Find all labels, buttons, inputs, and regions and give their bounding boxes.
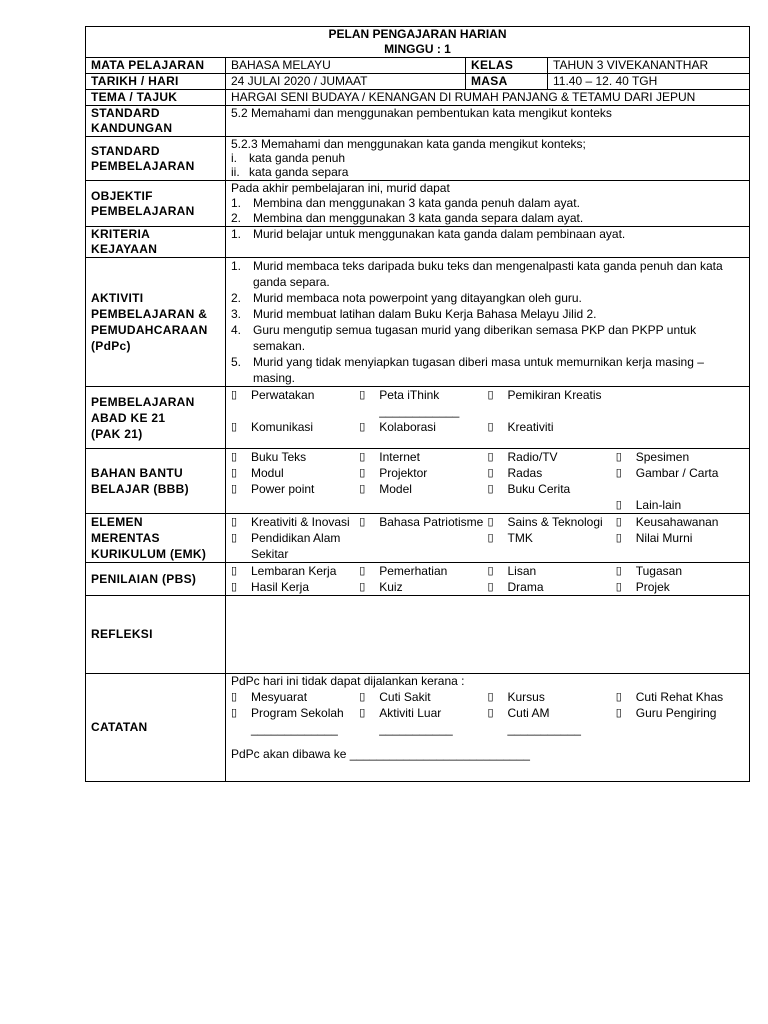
checkbox-label: Drama (507, 580, 544, 594)
activities-list (231, 258, 744, 386)
checkbox-option[interactable] (616, 530, 744, 562)
list-number: 1. (231, 196, 242, 210)
week-number: MINGGU : 1 (384, 42, 451, 56)
checkbox-option[interactable] (359, 705, 487, 737)
checkbox-grid (231, 689, 744, 737)
checkbox-option (359, 530, 487, 562)
checkbox-icon[interactable]: ▯ (231, 691, 238, 703)
bbb-options (226, 449, 750, 514)
checkbox-icon[interactable]: ▯ (487, 565, 494, 577)
checkbox-icon[interactable]: ▯ (615, 691, 622, 703)
checkbox-label: Kolaborasi (379, 420, 436, 434)
checkbox-icon[interactable]: ▯ (359, 565, 366, 577)
time-value: 11.40 – 12. 40 TGH (548, 74, 750, 90)
checkbox-option[interactable] (616, 465, 744, 481)
list-text: kata ganda penuh (249, 151, 346, 165)
checkbox-option[interactable] (616, 563, 744, 579)
activities-label-line: PEMBELAJARAN & (91, 307, 208, 321)
checkbox-option[interactable] (359, 465, 487, 481)
checkbox-icon[interactable]: ▯ (615, 707, 622, 719)
checkbox-icon[interactable]: ▯ (231, 389, 238, 401)
checkbox-icon[interactable]: ▯ (231, 532, 238, 544)
learning-standard-intro: 5.2.3 Memahami dan menggunakan kata ganda mengikut konteks; (231, 137, 586, 151)
checkbox-option[interactable] (231, 387, 359, 419)
list-item (231, 322, 744, 354)
emk-label-line: MERENTAS (91, 531, 160, 545)
checkbox-label: Cuti Rehat Khas (635, 690, 724, 704)
criteria-list (231, 227, 744, 242)
checkbox-icon[interactable]: ▯ (487, 467, 494, 479)
checkbox-icon[interactable]: ▯ (487, 691, 494, 703)
checkbox-label: Sains & Teknologi (507, 515, 603, 529)
checkbox-label: Kreativiti (507, 420, 554, 434)
checkbox-label: Keusahawanan (635, 515, 719, 529)
checkbox-icon[interactable]: ▯ (359, 451, 366, 463)
content-standard-label (86, 106, 226, 137)
checkbox-label: Lembaran Kerja (251, 564, 337, 578)
criteria-value (226, 227, 750, 258)
checkbox-label: Pendidikan Alam Sekitar (251, 531, 341, 561)
bbb-label-line: BAHAN BANTU (91, 466, 183, 480)
checkbox-label: Pemerhatian (379, 564, 448, 578)
criteria-label (86, 227, 226, 258)
checkbox-label: Buku Teks (251, 450, 307, 464)
objectives-list (231, 196, 744, 226)
checkbox-option[interactable] (488, 579, 616, 595)
checkbox-option[interactable] (231, 563, 359, 579)
checkbox-option[interactable] (359, 514, 487, 530)
checkbox-icon[interactable]: ▯ (487, 532, 494, 544)
checkbox-icon[interactable]: ▯ (487, 483, 494, 495)
checkbox-option[interactable] (231, 579, 359, 595)
checkbox-option[interactable] (488, 419, 616, 435)
checkbox-label: Guru Pengiring (635, 706, 717, 720)
date-label: TARIKH / HARI (86, 74, 226, 90)
content-standard-label-line: KANDUNGAN (91, 121, 173, 135)
checkbox-option[interactable] (231, 419, 359, 435)
date-value: 24 JULAI 2020 / JUMAAT (226, 74, 466, 90)
checkbox-option[interactable] (231, 514, 359, 530)
checkbox-icon[interactable]: ▯ (615, 516, 622, 528)
checkbox-option (488, 497, 616, 513)
checkbox-label: Komunikasi (251, 420, 314, 434)
activities-label-line: PEMUDAHCARAAN (91, 323, 208, 337)
checkbox-option[interactable] (231, 530, 359, 562)
list-number: 1. (231, 227, 242, 241)
checkbox-icon[interactable]: ▯ (359, 421, 366, 433)
objectives-label-line: OBJEKTIF (91, 188, 153, 203)
checkbox-label: Power point (251, 482, 315, 496)
list-text: Membina dan menggunakan 3 kata ganda separa dalam ayat. (253, 211, 584, 225)
list-item (231, 165, 744, 179)
class-value: TAHUN 3 VIVEKANANTHAR (548, 58, 750, 74)
checkbox-label: Kuiz (379, 580, 403, 594)
checkbox-option[interactable] (231, 689, 359, 705)
bbb-label-line: BELAJAR (BBB) (91, 482, 189, 496)
checkbox-option[interactable] (488, 530, 616, 562)
checkbox-option[interactable] (488, 387, 616, 419)
checkbox-icon[interactable]: ▯ (359, 467, 366, 479)
pak21-label-line: ABAD KE 21 (91, 410, 166, 425)
learning-standard-label (86, 137, 226, 181)
checkbox-label: Radas (507, 466, 543, 480)
checkbox-label: Cuti AM ___________ (507, 706, 581, 736)
notes-intro: PdPc hari ini tidak dapat dijalankan kerana : (231, 674, 465, 688)
checkbox-icon[interactable]: ▯ (231, 516, 238, 528)
checkbox-option[interactable] (616, 689, 744, 705)
checkbox-option[interactable] (616, 514, 744, 530)
subject-value: BAHASA MELAYU (226, 58, 466, 74)
list-number: 1. (231, 259, 242, 273)
emk-label (86, 514, 226, 563)
list-number: 2. (231, 291, 242, 305)
checkbox-option[interactable] (359, 579, 487, 595)
list-number: 3. (231, 307, 242, 321)
checkbox-icon[interactable]: ▯ (231, 581, 238, 593)
time-label: MASA (466, 74, 548, 90)
checkbox-label: Kreativiti & Inovasi (251, 515, 350, 529)
checkbox-icon[interactable]: ▯ (231, 707, 238, 719)
checkbox-icon[interactable]: ▯ (487, 516, 494, 528)
checkbox-option[interactable] (231, 481, 359, 497)
checkbox-icon[interactable]: ▯ (359, 707, 366, 719)
checkbox-label: Projektor (379, 466, 428, 480)
checkbox-grid (231, 387, 744, 435)
plan-header (86, 27, 750, 58)
reflection-label: REFLEKSI (86, 596, 226, 674)
activities-value (226, 258, 750, 387)
checkbox-option[interactable] (231, 449, 359, 465)
list-number: 4. (231, 323, 242, 337)
checkbox-icon[interactable]: ▯ (615, 581, 622, 593)
checkbox-option[interactable] (359, 419, 487, 435)
checkbox-option (616, 387, 744, 419)
checkbox-label: Lisan (507, 564, 537, 578)
checkbox-label: Program Sekolah _____________ (251, 706, 344, 736)
plan-title: PELAN PENGAJARAN HARIAN (328, 27, 507, 41)
list-number: i. (231, 151, 237, 165)
emk-label-line: KURIKULUM (EMK) (91, 547, 207, 561)
checkbox-icon[interactable]: ▯ (615, 499, 622, 511)
checkbox-icon[interactable]: ▯ (231, 565, 238, 577)
checkbox-grid (231, 514, 744, 562)
checkbox-label: Cuti Sakit (379, 690, 431, 704)
checkbox-label: Perwatakan (251, 388, 315, 402)
content-standard-value: 5.2 Memahami dan menggunakan pembentukan kata mengikut konteks (226, 106, 750, 137)
checkbox-icon[interactable]: ▯ (359, 581, 366, 593)
checkbox-icon[interactable]: ▯ (359, 691, 366, 703)
class-label: KELAS (466, 58, 548, 74)
checkbox-label: Spesimen (635, 450, 690, 464)
list-text: Murid belajar untuk menggunakan kata ganda dalam pembinaan ayat. (253, 227, 626, 241)
activities-label-line: AKTIVITI (91, 291, 144, 305)
list-text: kata ganda separa (249, 165, 349, 179)
list-text: Murid membuat latihan dalam Buku Kerja Bahasa Melayu Jilid 2. (253, 307, 597, 321)
objectives-intro: Pada akhir pembelajaran ini, murid dapat (231, 181, 450, 195)
checkbox-icon[interactable]: ▯ (231, 421, 238, 433)
checkbox-option (231, 497, 359, 513)
checkbox-label: Kursus (507, 690, 545, 704)
list-text: Murid yang tidak menyiapkan tugasan diberi masa untuk memurnikan kerja masing – masing. (253, 355, 704, 385)
list-item (231, 354, 744, 386)
list-item (231, 151, 744, 165)
list-number: 2. (231, 211, 242, 225)
pbs-options (226, 563, 750, 596)
checkbox-icon[interactable]: ▯ (487, 421, 494, 433)
checkbox-label: Hasil Kerja (251, 580, 310, 594)
checkbox-option[interactable] (231, 705, 359, 737)
checkbox-option[interactable] (488, 563, 616, 579)
checkbox-label: Model (379, 482, 412, 496)
objectives-label (86, 181, 226, 227)
list-item (231, 290, 744, 306)
checkbox-option[interactable] (359, 387, 487, 419)
checkbox-label: TMK (507, 531, 533, 545)
checkbox-icon[interactable]: ▯ (231, 451, 238, 463)
lesson-plan-table (85, 26, 750, 782)
emk-label-line: ELEMEN (91, 515, 143, 529)
theme-value: HARGAI SENI BUDAYA / KENANGAN DI RUMAH PANJANG & TETAMU DARI JEPUN (226, 90, 750, 106)
checkbox-option[interactable] (488, 705, 616, 737)
checkbox-label: Buku Cerita (507, 482, 571, 496)
checkbox-icon[interactable]: ▯ (359, 516, 366, 528)
criteria-label-line: KEJAYAAN (91, 242, 158, 256)
notes-value (226, 674, 750, 782)
subject-label: MATA PELAJARAN (86, 58, 226, 74)
list-item (231, 211, 744, 226)
checkbox-label: Modul (251, 466, 284, 480)
notes-label: CATATAN (86, 674, 226, 782)
notes-moved-to: PdPc akan dibawa ke ___________________________ (231, 747, 530, 761)
checkbox-icon[interactable]: ▯ (615, 532, 622, 544)
learning-standard-label-line: PEMBELAJARAN (91, 158, 195, 173)
theme-label: TEMA / TAJUK (86, 90, 226, 106)
checkbox-icon[interactable]: ▯ (615, 451, 622, 463)
checkbox-icon[interactable]: ▯ (487, 581, 494, 593)
checkbox-icon[interactable]: ▯ (487, 451, 494, 463)
checkbox-label: Radio/TV (507, 450, 558, 464)
checkbox-label: Peta iThink ____________ (379, 388, 460, 418)
checkbox-icon[interactable]: ▯ (231, 467, 238, 479)
objectives-label-line: PEMBELAJARAN (91, 203, 195, 218)
checkbox-option[interactable] (231, 465, 359, 481)
pbs-label: PENILAIAN (PBS) (86, 563, 226, 596)
checkbox-icon[interactable]: ▯ (615, 467, 622, 479)
checkbox-icon[interactable]: ▯ (487, 707, 494, 719)
checkbox-option[interactable] (359, 481, 487, 497)
pak21-label (86, 387, 226, 449)
pak21-options (226, 387, 750, 449)
checkbox-icon[interactable]: ▯ (487, 389, 494, 401)
list-item (231, 227, 744, 242)
checkbox-option[interactable] (488, 481, 616, 497)
checkbox-label: Internet (379, 450, 420, 464)
checkbox-option (616, 419, 744, 435)
list-number: 5. (231, 355, 242, 369)
checkbox-icon[interactable]: ▯ (231, 483, 238, 495)
criteria-label-line: KRITERIA (91, 227, 151, 241)
pak21-label-line: (PAK 21) (91, 426, 143, 441)
checkbox-option[interactable] (359, 689, 487, 705)
list-text: Murid membaca nota powerpoint yang ditayangkan oleh guru. (253, 291, 582, 305)
checkbox-option[interactable] (616, 497, 744, 513)
list-item (231, 196, 744, 211)
checkbox-label: Lain-lain (635, 498, 682, 512)
checkbox-label: Nilai Murni (635, 531, 693, 545)
bbb-label (86, 449, 226, 514)
checkbox-option (616, 481, 744, 497)
checkbox-option[interactable] (359, 563, 487, 579)
list-text: Guru mengutip semua tugasan murid yang diberikan semasa PKP dan PKPP untuk semakan. (253, 323, 697, 353)
checkbox-label: Mesyuarat (251, 690, 308, 704)
checkbox-label: Bahasa Patriotisme (379, 515, 484, 529)
checkbox-option[interactable] (616, 705, 744, 737)
emk-options (226, 514, 750, 563)
checkbox-label: Projek (635, 580, 670, 594)
checkbox-option[interactable] (488, 514, 616, 530)
learning-standard-label-line: STANDARD (91, 143, 160, 158)
learning-standard-list (231, 151, 744, 179)
checkbox-grid (231, 563, 744, 595)
reflection-value[interactable] (226, 596, 750, 674)
learning-standard-value (226, 137, 750, 181)
pak21-label-line: PEMBELAJARAN (91, 394, 195, 409)
checkbox-option[interactable] (616, 449, 744, 465)
list-text: Murid membaca teks daripada buku teks dan mengenalpasti kata ganda penuh dan kata ganda separa. (253, 259, 723, 289)
list-item (231, 258, 744, 290)
content-standard-label-line: STANDARD (91, 106, 160, 120)
checkbox-option[interactable] (616, 579, 744, 595)
checkbox-option[interactable] (488, 465, 616, 481)
activities-label-line: (PdPc) (91, 339, 131, 353)
checkbox-option[interactable] (488, 689, 616, 705)
checkbox-icon[interactable]: ▯ (359, 389, 366, 401)
objectives-value (226, 181, 750, 227)
checkbox-label: Gambar / Carta (635, 466, 719, 480)
checkbox-option (359, 497, 487, 513)
checkbox-option[interactable] (359, 449, 487, 465)
list-item (231, 306, 744, 322)
checkbox-label: Pemikiran Kreatis (507, 388, 602, 402)
checkbox-icon[interactable]: ▯ (359, 483, 366, 495)
checkbox-label: Tugasan (635, 564, 683, 578)
checkbox-option[interactable] (488, 449, 616, 465)
checkbox-label: Aktiviti Luar ___________ (379, 706, 453, 736)
checkbox-grid (231, 449, 744, 513)
activities-label (86, 258, 226, 387)
list-number: ii. (231, 165, 240, 179)
list-text: Membina dan menggunakan 3 kata ganda penuh dalam ayat. (253, 196, 580, 210)
checkbox-icon[interactable]: ▯ (615, 565, 622, 577)
